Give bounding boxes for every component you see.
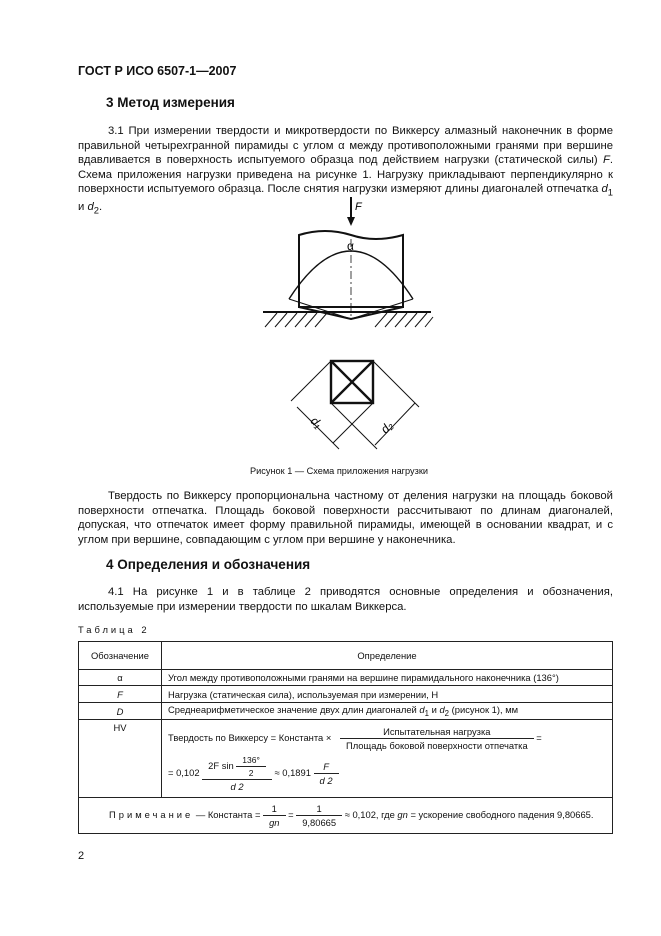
surface-hatching [265, 313, 433, 327]
diagonal-symbol: d [439, 704, 445, 716]
text-run: — Константа = [193, 808, 261, 820]
cell-definition: Угол между противоположными гранями на вершине пирамидального наконечника (136°) [162, 670, 613, 686]
d1-label: d₁ [307, 413, 326, 432]
text-run: . Схема приложения нагрузки приведена на рисунке 1. Нагрузку прикладывают перпендикулярно к поверхности испытуемого образца. После снятия нагрузки измеряют длины диагоналей отпечатка [78, 154, 613, 196]
table-label: Таблица 2 [78, 624, 150, 635]
denominator: Площадь боковой поверхности отпечатка [345, 740, 528, 751]
table-note-row [79, 798, 613, 834]
text-run: = ускорение свободного падения 9,80665. [407, 808, 594, 820]
page-number: 2 [78, 850, 85, 862]
alpha-label: α [347, 239, 354, 253]
numerator [202, 755, 272, 780]
diagonal-symbol: d [419, 704, 425, 716]
cell-symbol: α [79, 670, 162, 686]
force-label: F [355, 201, 362, 213]
subscript: 2 [444, 708, 450, 718]
figure-1-diagram [255, 195, 445, 455]
text-run: . [98, 201, 103, 214]
text-run: Твердость по Виккерсу = Константа × [168, 731, 332, 743]
numerator: 1 [263, 803, 285, 816]
table-header-row [79, 642, 613, 670]
fraction [263, 803, 285, 828]
section-4-title: 4 Определения и обозначения [106, 557, 311, 572]
section-3-title: 3 Метод измерения [106, 95, 235, 110]
force-symbol: F [602, 154, 610, 167]
force-arrow-head [347, 217, 355, 226]
numerator: 136° [236, 755, 266, 767]
cell-definition: Нагрузка (статическая сила), используемая при измерении, Н [162, 686, 613, 703]
subscript: 2 [93, 204, 99, 216]
text-run: (рисунок 1), мм [449, 704, 519, 716]
text-run: и [428, 704, 440, 716]
alpha-symbol: α [338, 139, 345, 152]
numerator: F [314, 761, 339, 774]
denominator: gn [269, 817, 280, 828]
definitions-table [78, 641, 613, 834]
denominator: 2 [248, 768, 254, 778]
col-header-definition: Определение [162, 642, 613, 670]
cell-symbol: HV [79, 720, 162, 798]
subscript: 1 [607, 186, 613, 198]
extension-line [373, 361, 419, 407]
text-run: Среднеарифметическое значение двух длин диагоналей [168, 704, 420, 716]
text-run: 2F sin [208, 759, 234, 771]
standard-header: ГОСТ Р ИСО 6507-1—2007 [78, 64, 237, 78]
d2-label: d₂ [377, 418, 396, 437]
cell-definition [162, 703, 613, 720]
extension-line [331, 403, 377, 449]
extension-line [291, 361, 331, 401]
text-run: ≈ 0,102, где [344, 808, 398, 820]
section-4-paragraph-1: 4.1 На рисунке 1 и в таблице 2 приводятся основные определения и обозначения, используемые при измерении твердости по шкалам Виккерса. [78, 586, 613, 613]
figure-caption: Рисунок 1 — Схема приложения нагрузки [250, 466, 428, 476]
text-run: = 0,102 [168, 766, 200, 778]
note-label: Примечание [109, 808, 194, 820]
diagonal-symbol: d [87, 201, 94, 214]
table-row-hv [79, 720, 613, 798]
fraction [340, 726, 534, 751]
table-row [79, 703, 613, 720]
numerator: Испытательная нагрузка [340, 726, 534, 739]
text-run: = [288, 808, 294, 820]
cell-note [79, 798, 613, 834]
text-run: ≈ 0,1891 [274, 766, 311, 778]
denominator: d 2 [319, 775, 333, 786]
subscript: 1 [424, 708, 429, 718]
extension-line [333, 403, 373, 443]
fraction [236, 755, 266, 778]
g-symbol: gn [397, 808, 408, 820]
table-row [79, 686, 613, 703]
formula-line-2 [168, 755, 606, 792]
cell-formula [162, 720, 613, 798]
denominator: 9,80665 [302, 817, 337, 828]
numerator: 1 [296, 803, 342, 816]
fraction [296, 803, 342, 828]
cell-symbol: F [79, 686, 162, 703]
fraction [202, 755, 272, 792]
section-3-paragraph-2: Твердость по Виккерсу пропорциональна частному от деления нагрузки на площадь боковой поверхности отпечатка. Площадь боковой поверхности рассчитывают по длинам диагоналей, допуская, что отпечаток имеет форму правильной пирамиды, имеющей в основании квадрат, и с углом при вершине, совпадающим с углом при вершине у наконечника. [78, 490, 613, 546]
diagonal-symbol: d [601, 183, 608, 196]
cell-symbol: D [79, 703, 162, 720]
denominator: d 2 [230, 781, 244, 792]
text-run: 3.1 При измерении твердости и микротвердости по Виккерсу алмазный наконечник в форме правильной четырехгранной пирамиды с углом [78, 125, 613, 152]
text-run: между противоположными гранями при вершине вдавливается в поверхность испытуемого образца под действием нагрузки (статической силы) [78, 139, 613, 167]
table-row [79, 670, 613, 686]
formula-line-1 [168, 726, 606, 751]
text-run: и [78, 201, 88, 214]
fraction [314, 761, 339, 786]
text-run: = [536, 731, 542, 743]
col-header-symbol: Обозначение [79, 642, 162, 670]
